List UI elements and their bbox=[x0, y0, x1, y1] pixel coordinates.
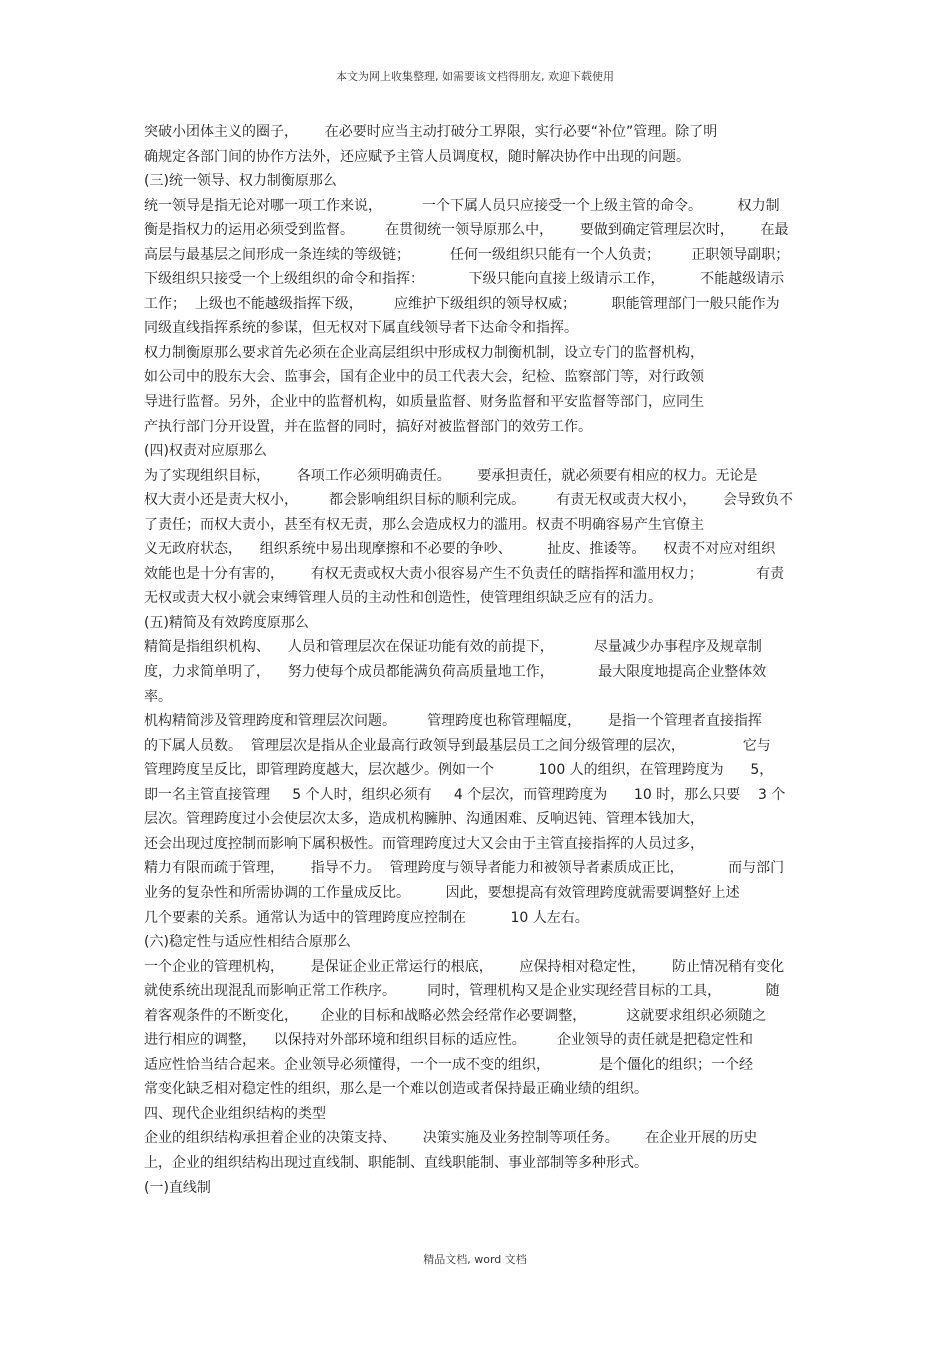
text-line: 几个要素的关系。通常认为适中的管理跨度应控制在 10 人左右。 bbox=[144, 909, 589, 926]
document-body bbox=[144, 120, 814, 1200]
page-footer-note: 精品文档, word 文档 bbox=[423, 1253, 527, 1266]
text-line: 义无政府状态， 组织系统中易出现摩擦和不必要的争吵、 扯皮、推诿等。 权责不对应对组织 bbox=[144, 541, 776, 558]
text-line: 常变化缺乏相对稳定性的组织，那么是一个难以创造或者保持最正确业绩的组织。 bbox=[144, 1081, 648, 1098]
text-line: 进行相应的调整， 以保持对外部环境和组织目标的适应性。 企业领导的责任就是把稳定性和 bbox=[144, 1032, 753, 1049]
text-line: 一个企业的管理机构， 是保证企业正常运行的根底， 应保持相对稳定性， 防止情况稍有变化 bbox=[144, 958, 785, 975]
text-line: 权大责小还是责大权小， 都会影响组织目标的顺利完成。 有责无权或责大权小， 会导致负不 bbox=[144, 492, 794, 509]
text-line: 上，企业的组织结构出现过直线制、职能制、直线职能制、事业部制等多种形式。 bbox=[144, 1154, 648, 1171]
text-line: 同级直线指挥系统的参谋，但无权对下属直线领导者下达命令和指挥。 bbox=[144, 320, 578, 337]
text-line: (一)直线制 bbox=[144, 1179, 211, 1196]
text-line: 统一领导是指无论对哪一项工作来说， 一个下属人员只应接受一个上级主管的命令。 权力制 bbox=[144, 197, 780, 214]
text-line: 的下属人员数。 管理层次是指从企业最高行政领导到最基层员工之间分级管理的层次， 它与 bbox=[144, 737, 771, 754]
page-header-note: 本文为网上收集整理, 如需要该文档得朋友, 欢迎下载使用 bbox=[336, 70, 614, 83]
text-line: 业务的复杂性和所需协调的工作量成反比。 因此，要想提高有效管理跨度就需要调整好上述 bbox=[144, 884, 740, 901]
text-line: 权力制衡原那么要求首先必须在企业高层组织中形成权力制衡机制，设立专门的监督机构， bbox=[144, 344, 704, 361]
text-line: (六)稳定性与适应性相结合原那么 bbox=[144, 934, 351, 951]
text-line: (四)权责对应原那么 bbox=[144, 443, 267, 460]
text-line: 效能也是十分有害的， 有权无责或权大责小很容易产生不负责任的瞎指挥和滥用权力； 有责 bbox=[144, 565, 785, 582]
text-line: 了责任；而权大责小，甚至有权无责，那么会造成权力的滥用。权责不明确容易产生官僚主 bbox=[144, 516, 704, 533]
text-line: (三)统一领导、权力制衡原那么 bbox=[144, 173, 337, 190]
text-line: 即一名主管直接管理 5 个人时，组织必须有 4 个层次，而管理跨度为 10 时，那么只要 3 个 bbox=[144, 786, 786, 803]
text-line: 管理跨度呈反比，即管理跨度越大，层次越少。例如一个 100 人的组织，在管理跨度为 5， bbox=[144, 762, 774, 779]
text-line: 高层与最基层之间形成一条连续的等级链； 任何一级组织只能有一个人负责； 正职领导副职； bbox=[144, 246, 790, 263]
text-line: 衡是指权力的运用必须受到监督。 在贯彻统一领导原那么中， 要做到确定管理层次时， 在最 bbox=[144, 222, 789, 239]
text-line: 着客观条件的不断变化， 企业的目标和战略必然会经常作必要调整， 这就要求组织必须随之 bbox=[144, 1007, 767, 1024]
text-line: (五)精简及有效跨度原那么 bbox=[144, 614, 309, 631]
text-line: 就使系统出现混乱而影响正常工作秩序。 同时，管理机构又是企业实现经营目标的工具， 随 bbox=[144, 983, 780, 1000]
text-line: 无权或责大权小就会束缚管理人员的主动性和创造性，使管理组织缺乏应有的活力。 bbox=[144, 590, 662, 607]
text-line: 率。 bbox=[144, 688, 172, 705]
text-line: 突破小团体主义的圈子， 在必要时应当主动打破分工界限，实行必要“补位”管理。除了明 bbox=[144, 124, 718, 140]
text-line: 下级组织只接受一个上级组织的命令和指挥： 下级只能向直接上级请示工作， 不能越级请示 bbox=[144, 271, 785, 288]
text-line: 导进行监督。另外，企业中的监督机构，如质量监督、财务监督和平安监督等部门，应同生 bbox=[144, 394, 704, 411]
text-line: 适应性恰当结合起来。企业领导必须懂得，一个一成不变的组织， 是个僵化的组织；一个经 bbox=[144, 1056, 753, 1073]
text-line: 度，力求简单明了， 努力使每个成员都能满负荷高质量地工作， 最大限度地提高企业整体效 bbox=[144, 664, 767, 681]
text-line: 机构精简涉及管理跨度和管理层次问题。 管理跨度也称管理幅度， 是指一个管理者直接指挥 bbox=[144, 713, 762, 730]
text-line: 四、现代企业组织结构的类型 bbox=[144, 1105, 326, 1122]
text-line: 还会出现过度控制而影响下属积极性。而管理跨度过大又会由于主管直接指挥的人员过多， bbox=[144, 835, 704, 852]
text-line: 如公司中的股东大会、监事会，国有企业中的员工代表大会，纪检、监察部门等，对行政领 bbox=[144, 369, 704, 386]
text-line: 为了实现组织目标， 各项工作必须明确责任。 要承担责任，就必须要有相应的权力。无论是 bbox=[144, 467, 758, 484]
text-line: 产执行部门分开设置，并在监督的同时，搞好对被监督部门的效劳工作。 bbox=[144, 418, 592, 435]
text-line: 精简是指组织机构、 人员和管理层次在保证功能有效的前提下， 尽量减少办事程序及规章制 bbox=[144, 639, 762, 656]
text-line: 确规定各部门间的协作方法外，还应赋予主管人员调度权，随时解决协作中出现的问题。 bbox=[144, 148, 690, 165]
text-line: 企业的组织结构承担着企业的决策支持、 决策实施及业务控制等项任务。 在企业开展的历史 bbox=[144, 1130, 758, 1147]
text-line: 工作； 上级也不能越级指挥下级， 应维护下级组织的领导权威； 职能管理部门一般只能作为 bbox=[144, 295, 780, 312]
text-line: 精力有限而疏于管理， 指导不力。 管理跨度与领导者能力和被领导者素质成正比， 而与部门 bbox=[144, 860, 785, 877]
text-line: 层次。管理跨度过小会使层次太多，造成机构臃肿、沟通困难、反响迟钝、管理本钱加大， bbox=[144, 811, 704, 828]
